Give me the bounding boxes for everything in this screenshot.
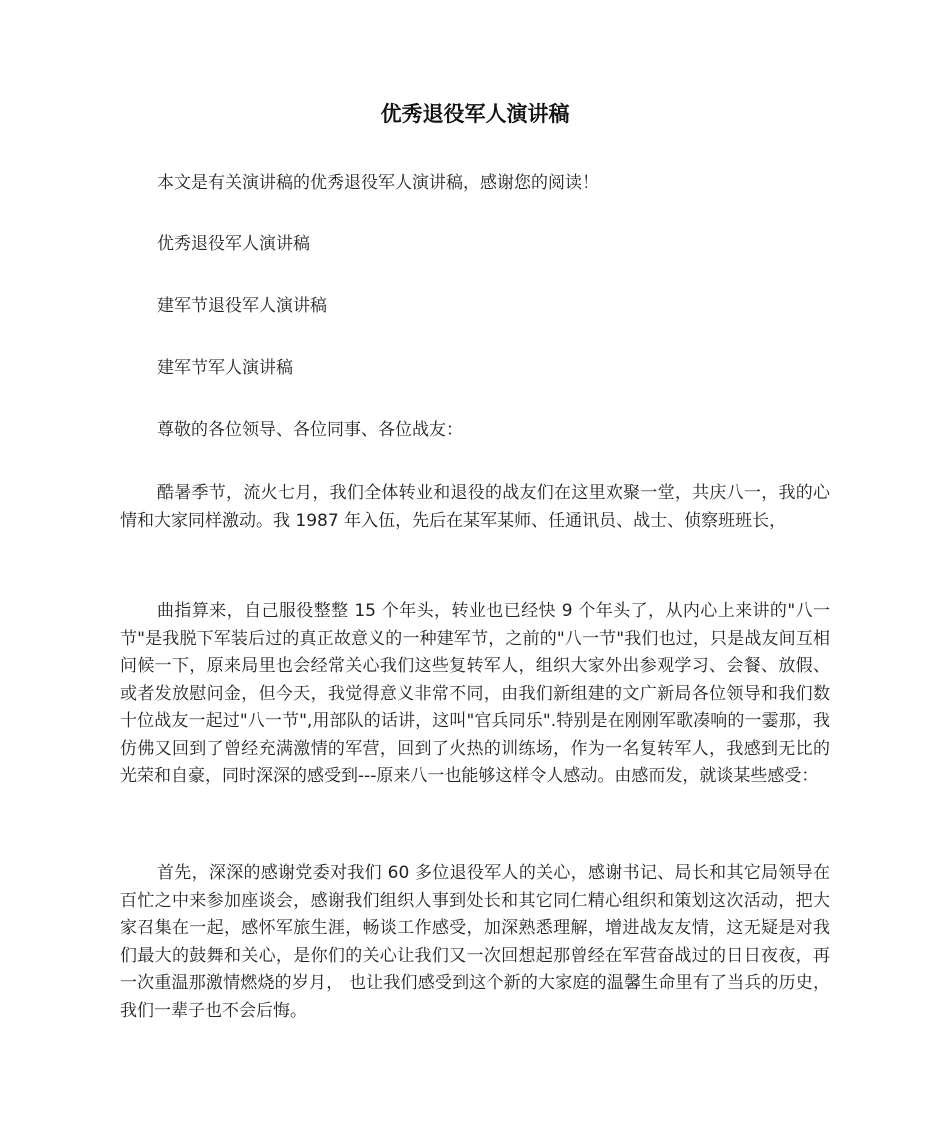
intro-paragraph: 本文是有关演讲稿的优秀退役军人演讲稿，感谢您的阅读！	[157, 173, 599, 193]
salutation-paragraph: 尊敬的各位领导、各位同事、各位战友：	[157, 420, 463, 440]
related-title-3: 建军节军人演讲稿	[157, 358, 293, 378]
body-paragraph-3: 首先，深深的感谢党委对我们 60 多位退役军人的关心，感谢书记、局长和其它局领导在百忙之中来参加座谈会，感谢我们组织人事到处长和其它同仁精心组织和策划这次活动，把大家召集在一起，感怀军旅生涯，畅谈工作感受，加深熟悉理解，增进战友友情，这无疑是对我们最大的鼓舞和关心，是你们的关心让我们又一次回想起那曾经在军营奋战过的日日夜夜，再一次重温那激情燃烧的岁月， 也让我们感受到这个新的大家庭的温馨生命里有了当兵的历史，我们一辈子也不会后悔。	[120, 863, 830, 1021]
document-title: 优秀退役军人演讲稿	[380, 102, 570, 126]
body-paragraph-2: 曲指算来，自己服役整整 15 个年头，转业也已经快 9 个年头了，从内心上来讲的"八一节"是我脱下军装后过的真正故意义的一种建军节，之前的"八一节"我们也过，只是战友间互相问候一下，原来局里也会经常关心我们这些复转军人，组织大家外出参观学习、会餐、放假、或者发放慰问金，但今天，我觉得意义非常不同，由我们新组建的文广新局各位领导和我们数十位战友一起过"八一节",用部队的话讲，这叫"官兵同乐".特别是在刚刚军歌凑响的一霎那，我仿佛又回到了曾经充满激情的军营，回到了火热的训练场，作为一名复转军人，我感到无比的光荣和自豪，同时深深的感受到---原来八一也能够这样令人感动。由感而发，就谈某些感受：	[120, 601, 830, 786]
related-title-1: 优秀退役军人演讲稿	[157, 234, 310, 254]
body-paragraph-1: 酷暑季节，流火七月，我们全体转业和退役的战友们在这里欢聚一堂，共庆八一，我的心情和大家同样激动。我 1987 年入伍，先后在某军某师、任通讯员、战士、侦察班班长，	[120, 483, 830, 531]
related-title-2: 建军节退役军人演讲稿	[157, 296, 327, 316]
